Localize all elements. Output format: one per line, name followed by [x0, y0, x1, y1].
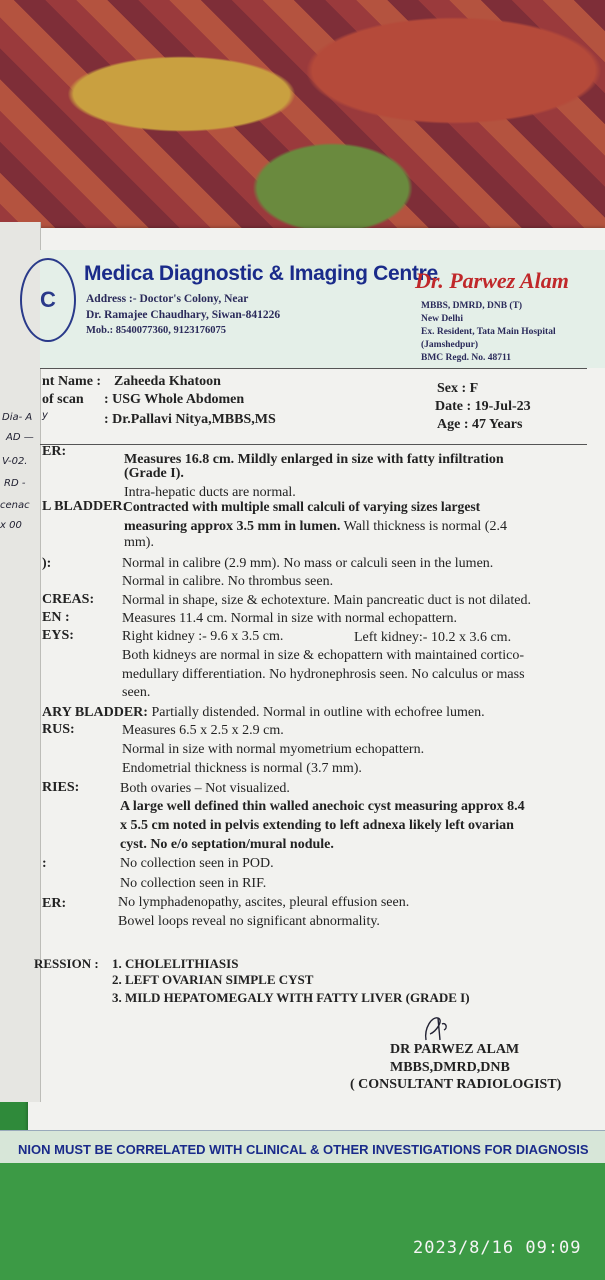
ovaries-line-1: Both ovaries – Not visualized. — [120, 781, 290, 796]
table-surface — [0, 1150, 605, 1280]
uterus-line-1: Measures 6.5 x 2.5 x 2.9 cm. — [122, 723, 284, 738]
kidneys-label: EYS: — [42, 628, 74, 643]
handwritten-note-6: cenac — [0, 500, 30, 511]
doctor-detail-1: MBBS, DMRD, DNB (T) — [421, 301, 523, 311]
patient-divider — [40, 444, 587, 445]
signatory-title: ( CONSULTANT RADIOLOGIST) — [350, 1077, 562, 1092]
carpet-background — [0, 0, 605, 235]
signatory-degrees: MBBS,DMRD,DNB — [390, 1060, 510, 1075]
doctor-detail-4: (Jamshedpur) — [421, 340, 479, 350]
handwritten-note-3: AD — — [6, 432, 34, 443]
ovaries-label: RIES: — [42, 780, 80, 795]
report-date: Date : 19-Jul-23 — [435, 399, 531, 414]
impression-item-3: 3. MILD HEPATOMEGALY WITH FATTY LIVER (GRADE I) — [112, 990, 470, 1005]
signature-scribble-icon — [418, 1010, 452, 1046]
impression-item-1: 1. CHOLELITHIASIS — [112, 956, 239, 971]
patient-name-label: nt Name : — [42, 374, 102, 389]
impression-label: RESSION : — [34, 956, 99, 971]
address-line-2: Dr. Ramajee Chaudhary, Siwan-841226 — [86, 309, 281, 321]
centre-logo-icon: C — [20, 258, 76, 342]
urinary-bladder-row: ARY BLADDER: Partially distended. Normal in outline with echofree lumen. — [42, 705, 485, 720]
doctor-detail-5: BMC Regd. No. 48711 — [421, 353, 511, 363]
cbd-line: Normal in calibre (2.9 mm). No mass or calculi seen in the lumen. — [122, 556, 494, 571]
right-kidney: Right kidney :- 9.6 x 3.5 cm. — [122, 629, 284, 644]
gall-bladder-line-2: measuring approx 3.5 mm in lumen. Wall thickness is normal (2.4 — [124, 519, 507, 534]
handwritten-note-5: RD - — [4, 478, 26, 489]
ovaries-line-3: x 5.5 cm noted in pelvis extending to left adnexa likely left ovarian — [120, 818, 514, 833]
ovaries-line-4: cyst. No e/o septation/mural nodule. — [120, 837, 334, 852]
uterus-label: RUS: — [42, 722, 75, 737]
rif-line: No collection seen in RIF. — [120, 876, 267, 891]
handwritten-note-1: Dia- A — [2, 412, 33, 423]
spleen-line: Measures 11.4 cm. Normal in size with normal echopattern. — [122, 611, 457, 626]
uterus-line-3: Endometrial thickness is normal (3.7 mm). — [122, 761, 362, 776]
gall-bladder-label: L BLADDER: — [42, 499, 128, 514]
address-line-1: Address :- Doctor's Colony, Near — [86, 293, 249, 305]
scan-label: of scan — [42, 392, 84, 407]
uterus-line-2: Normal in size with normal myometrium echopattern. — [122, 742, 425, 757]
handwritten-note-7: x 00 — [0, 520, 22, 531]
handwritten-note-2: y — [42, 410, 48, 421]
left-kidney: Left kidney:- 10.2 x 3.6 cm. — [354, 630, 512, 645]
cbd-label: ): — [42, 556, 52, 571]
patient-name: Zaheeda Khatoon — [114, 374, 221, 389]
ovaries-line-2: A large well defined thin walled anechoic cyst measuring approx 8.4 — [120, 799, 525, 814]
liver-line-3: Intra-hepatic ducts are normal. — [124, 485, 296, 500]
pancreas-label: CREAS: — [42, 592, 95, 607]
spleen-label: EN : — [42, 610, 70, 625]
liver-line-2: (Grade I). — [124, 466, 184, 481]
doctor-detail-3: Ex. Resident, Tata Main Hospital — [421, 327, 556, 337]
doctor-name-letterhead: Dr. Parwez Alam — [415, 268, 569, 293]
liver-line-1: Measures 16.8 cm. Mildly enlarged in size with fatty infiltration — [124, 452, 504, 467]
footer-disclaimer: NION MUST BE CORRELATED WITH CLINICAL & OTHER INVESTIGATIONS FOR DIAGNOSIS — [18, 1142, 589, 1157]
header-divider — [40, 368, 587, 369]
photo-timestamp: 2023/8/16 09:09 — [413, 1238, 582, 1258]
gall-bladder-line-3: mm). — [124, 535, 154, 550]
referred-by: : Dr.Pallavi Nitya,MBBS,MS — [104, 412, 276, 427]
signatory-name: DR PARWEZ ALAM — [390, 1042, 520, 1057]
handwritten-note-4: V-02. — [2, 456, 28, 467]
portal-vein-line: Normal in calibre. No thrombus seen. — [122, 574, 334, 589]
other-line-2: Bowel loops reveal no significant abnormality. — [118, 914, 380, 929]
scan-type: : USG Whole Abdomen — [104, 392, 245, 407]
patient-sex: Sex : F — [437, 381, 479, 396]
kidney-line-3: medullary differentiation. No hydronephrosis seen. No calculus or mass — [122, 667, 525, 682]
gall-bladder-line-1: Contracted with multiple small calculi of varying sizes largest — [123, 499, 481, 514]
impression-item-2: 2. LEFT OVARIAN SIMPLE CYST — [112, 972, 314, 987]
pod-line: No collection seen in POD. — [120, 856, 274, 871]
doctor-detail-2: New Delhi — [421, 314, 463, 324]
pancreas-line: Normal in shape, size & echotexture. Main pancreatic duct is not dilated. — [122, 593, 531, 608]
kidney-line-4: seen. — [122, 685, 151, 700]
other-line-1: No lymphadenopathy, ascites, pleural effusion seen. — [118, 895, 410, 910]
centre-name: Medica Diagnostic & Imaging Centre — [84, 262, 438, 285]
mobile-numbers: Mob.: 8540077360, 9123176075 — [86, 325, 226, 336]
other-label: ER: — [42, 896, 67, 911]
liver-label: ER: — [42, 444, 67, 459]
patient-age: Age : 47 Years — [437, 417, 523, 432]
kidney-line-2: Both kidneys are normal in size & echopattern with maintained cortico- — [122, 648, 524, 663]
collection-label: : — [42, 856, 47, 871]
